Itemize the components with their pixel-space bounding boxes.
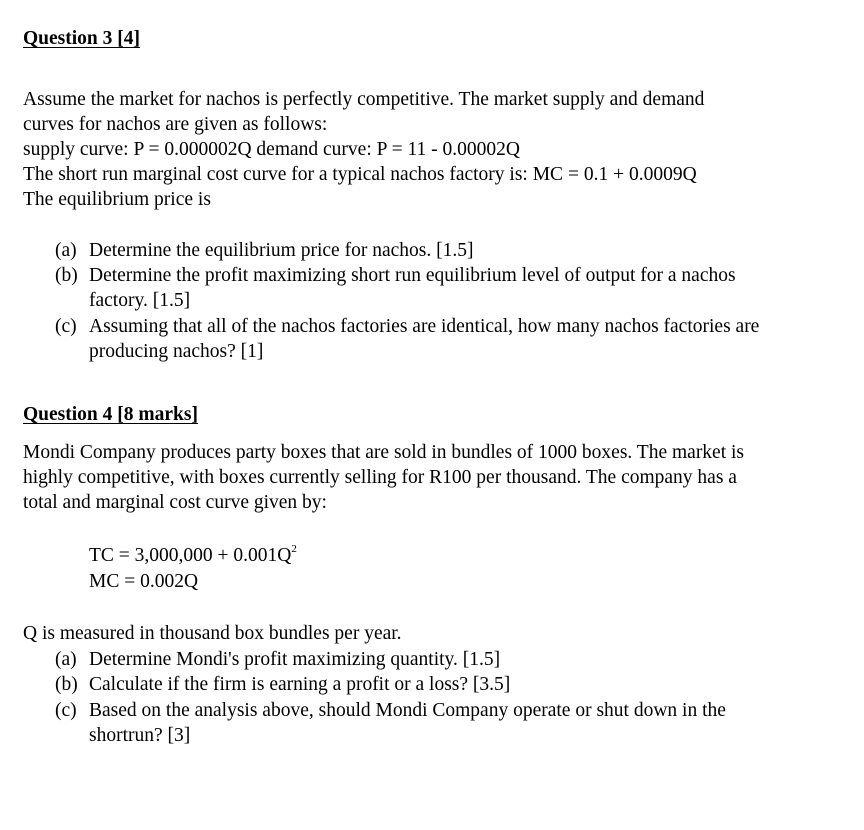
- q4-part-c-text: shortrun? [3]: [89, 725, 191, 746]
- q3-intro-line: The equilibrium price is: [23, 189, 211, 210]
- total-cost-equation-text: TC = 3,000,000 + 0.001Q: [89, 545, 292, 566]
- q4-intro-line: total and marginal cost curve given by:: [23, 492, 327, 513]
- q4-part-a-label: (a): [55, 649, 77, 670]
- total-cost-exponent: 2: [291, 542, 297, 555]
- q3-part-b-text: factory. [1.5]: [89, 290, 191, 311]
- q3-part-a-label: (a): [55, 240, 77, 261]
- q3-part-c-label: (c): [55, 316, 77, 337]
- q3-part-a-text: Determine the equilibrium price for nachos. [1.5]: [89, 240, 474, 261]
- q4-measure-note: Q is measured in thousand box bundles per year.: [23, 623, 402, 644]
- question-4-heading: Question 4 [8 marks]: [23, 404, 198, 425]
- q3-intro-line: Assume the market for nachos is perfectly competitive. The market supply and demand: [23, 89, 705, 110]
- q3-supply-demand-line: supply curve: P = 0.000002Q demand curve: P = 11 - 0.00002Q: [23, 139, 520, 160]
- q3-part-b-label: (b): [55, 265, 78, 286]
- q4-part-c-text: Based on the analysis above, should Mondi Company operate or shut down in the: [89, 700, 726, 721]
- q4-part-b-label: (b): [55, 674, 78, 695]
- q3-intro-line: curves for nachos are given as follows:: [23, 114, 328, 135]
- q4-intro-line: highly competitive, with boxes currently selling for R100 per thousand. The company has a: [23, 467, 737, 488]
- total-cost-equation: [89, 543, 297, 569]
- marginal-cost-equation: MC = 0.002Q: [89, 571, 199, 592]
- question-3-heading: Question 3 [4]: [23, 28, 140, 49]
- q4-intro-line: Mondi Company produces party boxes that are sold in bundles of 1000 boxes. The market is: [23, 442, 745, 463]
- q3-part-c-text: Assuming that all of the nachos factories are identical, how many nachos factories are: [89, 316, 760, 337]
- q3-part-b-text: Determine the profit maximizing short run equilibrium level of output for a nachos: [89, 265, 736, 286]
- q4-part-b-text: Calculate if the firm is earning a profit or a loss? [3.5]: [89, 674, 511, 695]
- q3-marginal-cost-line: The short run marginal cost curve for a typical nachos factory is: MC = 0.1 + 0.0009Q: [23, 164, 697, 185]
- q3-part-c-text: producing nachos? [1]: [89, 341, 264, 362]
- q4-part-c-label: (c): [55, 700, 77, 721]
- q4-part-a-text: Determine Mondi's profit maximizing quantity. [1.5]: [89, 649, 501, 670]
